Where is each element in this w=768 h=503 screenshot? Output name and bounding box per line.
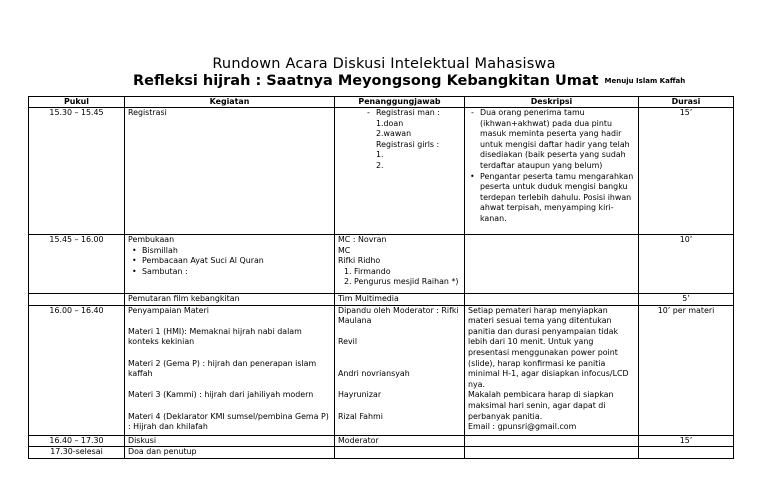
cell-kegiatan: Pemutaran film kebangkitan (125, 294, 335, 306)
rundown-table (28, 96, 734, 459)
cell-pukul: 15.30 – 15.45 (29, 108, 125, 235)
list-item: 2. (376, 160, 384, 170)
cell-deskripsi (465, 235, 639, 294)
table-row (29, 305, 734, 435)
header-durasi: Durasi (639, 97, 734, 108)
header-penanggungjawab: Penanggungjawab (335, 97, 465, 108)
cell-deskripsi (465, 294, 639, 306)
table-row (29, 294, 734, 306)
cell-penanggungjawab (335, 108, 465, 235)
cell-kegiatan: Doa dan penutup (125, 447, 335, 459)
document-title: Rundown Acara Diskusi Intelektual Mahasiswa (212, 56, 556, 72)
subtitle-small: Menuju Islam Kaffah (604, 77, 686, 85)
list-item: 2.wawan (376, 129, 412, 139)
cell-pukul (29, 294, 125, 306)
list-item: - Registrasi man : (376, 108, 461, 119)
cell-penanggungjawab (335, 447, 465, 459)
cell-pukul: 17.30-selesai (29, 447, 125, 459)
cell-durasi: 10’ per materi (639, 305, 734, 435)
cell-pukul: 16.00 – 16.40 (29, 305, 125, 435)
cell-kegiatan: Registrasi (125, 108, 335, 235)
table-header-row (29, 97, 734, 108)
cell-deskripsi (465, 435, 639, 447)
cell-durasi: 15’ (639, 108, 734, 235)
list-item: • Sambutan : (142, 267, 331, 278)
cell-kegiatan: Diskusi (125, 435, 335, 447)
document-subtitle (133, 73, 685, 89)
header-kegiatan: Kegiatan (125, 97, 335, 108)
table-row (29, 447, 734, 459)
cell-durasi (639, 447, 734, 459)
cell-pukul: 15.45 – 16.00 (29, 235, 125, 294)
cell-durasi: 15’ (639, 435, 734, 447)
cell-penanggungjawab: Dipandu oleh Moderator : Rifki Maulana Revil Andri novriansyah Hayrunizar Rizal Fahmi (335, 305, 465, 435)
cell-kegiatan: Penyampaian Materi Materi 1 (HMI): Memaknai hijrah nabi dalam konteks kekinian Materi 2 (Gema P) : hijrah dan penerapan islam kaffah Materi 3 (Kammi) : hijrah dari jahiliyah modern Materi 4 (Deklarator KMI sumsel/pembina Gema P) : Hijrah dan khilafah (125, 305, 335, 435)
cell-penanggungjawab: MC : Novran MC Rifki Ridho 1. Firmando 2. Pengurus mesjid Raihan *) (335, 235, 465, 294)
table-row (29, 435, 734, 447)
cell-kegiatan (125, 235, 335, 294)
list-item: - Dua orang penerima tamu (ikhwan+akhwat) pada dua pintu masuk meminta peserta yang hadir untuk mengisi daftar hadir yang telah disediakan (baik peserta yang sudah terdaftar ataupun yang belum) (480, 108, 635, 172)
cell-deskripsi: Setiap pemateri harap menyiapkan materi sesuai tema yang ditentukan panitia dan durasi penyampaian tidak lebih dari 10 menit. Untuk yang presentasi menggunakan power point (slide), harap konfirmasi ke panitia minimal H-1, agar disiapkan infocus/LCD nya. Makalah pembicara harap di siapkan maksimal hari senin, agar dapat di perbanyak panitia. Email : gpunsri@gmail.com (465, 305, 639, 435)
kegiatan-title: Pembukaan (128, 235, 175, 244)
cell-durasi: 10’ (639, 235, 734, 294)
list-item: 1.doan (376, 118, 404, 128)
table-row (29, 108, 734, 235)
list-item: 1. Firmando (354, 267, 461, 278)
cell-penanggungjawab: Moderator (335, 435, 465, 447)
header-pukul: Pukul (29, 97, 125, 108)
cell-deskripsi (465, 447, 639, 459)
cell-penanggungjawab: Tim Multimedia (335, 294, 465, 306)
list-item: 1. (376, 150, 384, 160)
cell-durasi: 5’ (639, 294, 734, 306)
list-item: • Pengantar peserta tamu mengarahkan peserta untuk duduk mengisi bangku terdepan terlebih dahulu. Posisi ihwan ahwat terpisah, menyamping kiri-kanan. (480, 172, 635, 225)
header-deskripsi: Deskripsi (465, 97, 639, 108)
cell-pukul: 16.40 – 17.30 (29, 435, 125, 447)
subtitle-main: Refleksi hijrah : Saatnya Meyongsong Kebangkitan Umat (133, 73, 599, 89)
list-item: • Pembacaan Ayat Suci Al Quran (142, 256, 331, 267)
table-row (29, 235, 734, 294)
list-item: • Bismillah (142, 246, 331, 257)
list-item: Registrasi girls : (376, 139, 440, 149)
cell-deskripsi (465, 108, 639, 235)
list-item: 2. Pengurus mesjid Raihan *) (354, 277, 461, 288)
